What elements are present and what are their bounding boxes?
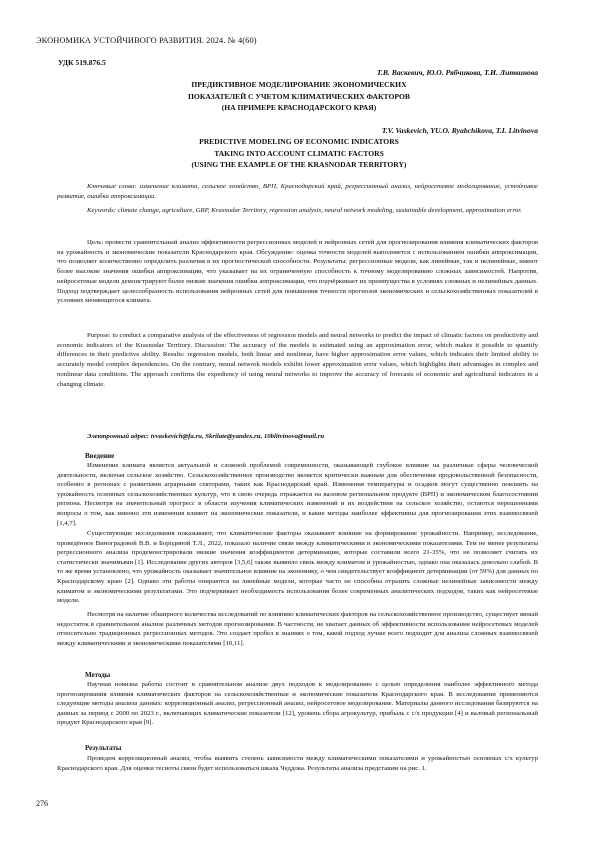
title-en-line: TAKING INTO ACCOUNT CLIMATIC FACTORS bbox=[214, 148, 384, 158]
abstract-en: Purpose: to conduct a comparative analysis of the effectiveness of regression models and neural networks to predict the impact of climatic factors on productivity and economic indicators of the Krasnodar Territory. Discussion: The accuracy of the models is estimated using an approximation error, which makes it possible to quantify differences in their predictive ability. Results: regression models, both linear and nonlinear, have higher approximation error values, which indicates their limited ability to accurately model complex dependencies. On the contrary, neural network models exhibit lower approximation error values, which highlights their advantages in complex and nonlinear data conditions. The approach confirms the expediency of using neural networks to improve the accuracy of forecasts of economic and agricultural indicators in a changing climate. bbox=[57, 332, 538, 388]
title-en bbox=[60, 136, 538, 171]
title-en-line: (USING THE EXAMPLE OF THE KRASNODAR TERRITORY) bbox=[191, 160, 407, 170]
running-header: ЭКОНОМИКА УСТОЙЧИВОГО РАЗВИТИЯ. 2024. № 4(60) bbox=[36, 36, 257, 45]
keywords-ru: Ключевые слова: изменение климата, сельское хозяйство, ВРП, Краснодарский край, регрессионный анализ, нейросетевое моделирование, устойчивое развитие, ошибка аппроксимации. bbox=[57, 183, 538, 200]
results-paragraph: Проведем корреляционный анализ, чтобы выявить степень зависимости между климатическими показателями и урожайностью основных с/х культур Краснодарского края. Для оценки тесноты связи будет использоваться шкала Чеддока. Результаты анализа представим на рис. 1. bbox=[57, 755, 538, 772]
methods-paragraph: Научная новизна работы состоит в сравнительном анализе двух подходов к моделированию с целью определения наиболее эффективного метода прогнозирования влияния климатических факторов на сельскохозяйственные и экономические показатели Краснодарского края. В исследовании применяются следующие методы анализа данных: корреляционный анализ, регрессионный анализ, нейросетевое моделирование. Материалы данного исследования базируются на данных за период с 2000 по 2023 г., включающих климатические показатели [12], уровень сбора агрокультур, прибыль с с/х продукции [4] и валовый региональный продукт Краснодарского края [9]. bbox=[57, 681, 538, 727]
authors-ru: Т.В. Васкевич, Ю.О. Рябчикова, Т.И. Литвинова bbox=[376, 68, 538, 77]
intro-paragraph-3: Несмотря на наличие обширного количества исследований по влиянию климатических факторов на сельскохозяйственное производство, существует явный недостаток в сравнительном анализе различных методов прогнозирования. В частности, не хватает данных об эффективности использования нейросетевых моделей относительно традиционных регрессионных методов. Это создает пробел в знаниях о том, какой подход лучше всего подходит для анализа сложных взаимосвязей между климатическими и экономическими показателями [10,11]. bbox=[57, 611, 538, 647]
email-line: Электронный адрес: tvvaskevich@fa.ru, Skrilate@yandex.ru, 10blitvinova@mail.ru bbox=[87, 433, 325, 440]
section-heading-results: Результаты bbox=[85, 744, 122, 752]
keywords-en: Keywords: climate change, agriculture, GRP, Krasnodar Territory, regression analysis, neural network modeling, sustainable development, approximation error. bbox=[87, 207, 522, 214]
title-ru-line: ПРЕДИКТИВНОЕ МОДЕЛИРОВАНИЕ ЭКОНОМИЧЕСКИХ bbox=[191, 80, 407, 89]
abstract-ru: Цель: провести сравнительный анализ эффективности регрессионных моделей и нейронных сетей для прогнозирования влияния климатических факторов на урожайность и экономические показатели Краснодарского края. Обсуждение: оценка точности моделей выполняется с использованием ошибки аппроксимации, что позволяет количественно определить различия в их прогностической способности. Результаты: регрессионные модели, как линейные, так и нелинейные, имеют более высокие значения ошибки аппроксимации, что указывает на их ограниченную способность к точному моделированию сложных зависимостей. Напротив, нейросетевые модели демонстрируют более низкие значения ошибки аппроксимации, что подчёркивает их преимущества в условиях сложных и нелинейных данных. Подход подтверждает целесообразность использования нейронных сетей для повышения точности прогнозов экономических и сельскохозяйственных показателей в условиях меняющегося климата. bbox=[57, 239, 538, 305]
intro-paragraph-1: Изменение климата является актуальной и сложной проблемой современности, оказывающей глубокое влияние на различные сферы человеческой деятельности, включая сельское хозяйство. Сельскохозяйственное производство является критически важным для обеспечения продовольственной безопасности, особенно в регионах с развитыми аграрными секторами, таких как Краснодарский край. Изменения температуры и осадков могут существенно повлиять на урожайность основных сельскохозяйственных культур, что в свою очередь отражается на валовом региональном продукте (ВРП) и экономическом благосостоянии региона. Несмотря на значительный прогресс в области изучения климатических изменений и их воздействия на сельское хозяйство, остаются нерешенными вопросы о том, как именно эти изменения влияют на экономические показатели, и какие методы наиболее эффективны для прогнозирования этих взаимосвязей [1,4,7]. bbox=[57, 462, 538, 527]
title-ru-line: ПОКАЗАТЕЛЕЙ С УЧЕТОМ КЛИМАТИЧЕСКИХ ФАКТОРОВ bbox=[188, 91, 410, 101]
section-heading-intro: Введение bbox=[85, 452, 115, 460]
page-number: 276 bbox=[36, 799, 48, 808]
authors-en: T.V. Vaskevich, YU.O. Ryabchikova, T.I. Litvinova bbox=[381, 126, 538, 135]
section-heading-methods: Методы bbox=[85, 671, 111, 679]
title-ru bbox=[60, 79, 538, 114]
intro-paragraph-2: Существующие исследования показывают, что климатические факторы оказывают влияние на формирование урожайности. Например, исследование, проведённое Виноградовой В.В. и Бородиной Т.Л., 2022, показало наличие связи между климатическими и экономическими показателями. Тем не менее результаты регрессионного анализа продемонстрировали низкие значения коэффициентов детерминации, которые составили всего 21-35%, что не позволяет считать их статистически значимыми [1]. Исследование других авторов [3,5,6] также выявило связь между климатом и урожайностью, однако она оказалась довольно слабой. В то же время установлено, что урожайность оказывает значительное влияние на экономику, о чем свидетельствует коэффициент детерминации (от 59%) для данных по Краснодарскому краю [2]. Однако эти работы опираются на линейные модели, которые часто не способны отразить сложные нелинейные зависимости между климатом и экономическими результатами. Это подчеркивает необходимость использования более современных аналитических подходов, таких как нейросетевые модели. bbox=[57, 530, 538, 605]
udc-code: УДК 519.876.5 bbox=[58, 58, 106, 67]
title-ru-line: (НА ПРИМЕРЕ КРАСНОДАРСКОГО КРАЯ) bbox=[221, 103, 377, 113]
title-en-line: PREDICTIVE MODELING OF ECONOMIC INDICATORS bbox=[199, 137, 399, 146]
